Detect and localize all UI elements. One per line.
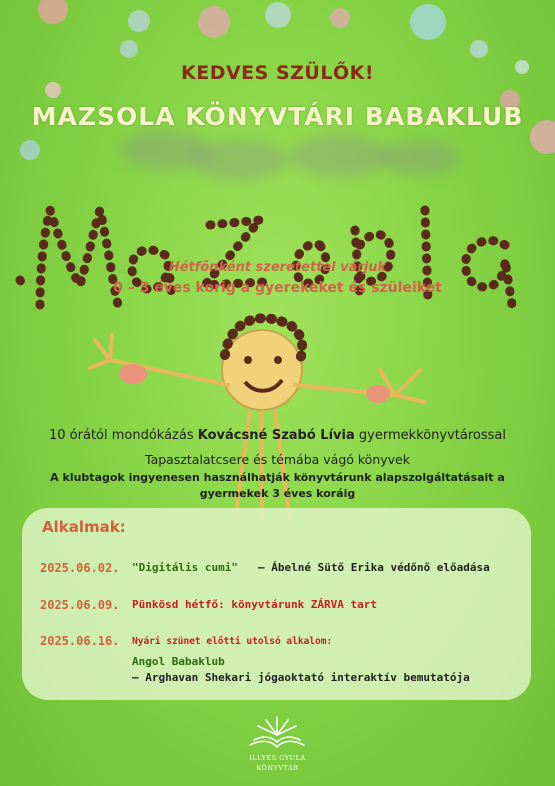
bubble <box>410 4 446 40</box>
events-title: Alkalmak: <box>42 518 126 536</box>
session-prefix: 10 órától mondókázás <box>49 428 194 443</box>
event-title: "Digitális cumi" <box>132 561 238 574</box>
librarian-name: Kovácsné Szabó Lívia <box>197 428 355 443</box>
library-name-line2: KÖNYVTÁR <box>256 764 299 772</box>
bubble <box>128 10 150 32</box>
info-line-age: gyermekek 3 éves koráig <box>199 487 356 500</box>
info-line-exchange: Tapasztalatcsere és témába vágó könyvek <box>145 452 410 467</box>
bubble <box>120 40 138 58</box>
library-logo-icon <box>242 713 312 753</box>
event-description: – Arghavan Shekari jógaoktató interaktív bemutatója <box>132 671 470 684</box>
bubble <box>45 82 61 98</box>
session-suffix: gyermekkönyvtárossal <box>358 428 506 443</box>
bubble <box>38 0 68 24</box>
info-line-session <box>0 428 555 443</box>
club-title: MAZSOLA KÖNYVTÁRI BABAKLUB <box>31 102 524 131</box>
greeting-heading: KEDVES SZÜLŐK! <box>181 62 374 84</box>
event-note: Nyári szünet előtti utolsó alkalom: <box>132 636 333 647</box>
bubble <box>470 40 488 58</box>
bubble <box>20 140 40 160</box>
bubble <box>198 6 230 38</box>
event-date: 2025.06.16. <box>40 634 120 648</box>
event-date: 2025.06.09. <box>40 598 120 612</box>
bubble <box>265 2 291 28</box>
tagline-line-2: 0 – 3 éves korig a gyerekeket és szüleiket <box>113 280 442 296</box>
event-description: – Ábelné Sütő Erika védőnő előadása <box>258 561 490 574</box>
library-name-line1: ILLYÉS GYULA <box>249 754 306 762</box>
cloud <box>190 140 290 180</box>
events-panel <box>22 508 531 700</box>
bubble <box>330 8 350 28</box>
cloud <box>380 140 460 176</box>
event-date: 2025.06.02. <box>40 561 120 575</box>
cloud <box>290 135 390 177</box>
event-closed-notice: Pünkösd hétfő: könyvtárunk ZÁRVA tart <box>132 598 378 611</box>
tagline-line-1: Hétfőnként szeretettel várjuk <box>168 260 387 275</box>
event-title: Angol Babaklub <box>132 655 225 668</box>
info-line-membership: A klubtagok ingyenesen használhatják könyvtárunk alapszolgáltatásait a <box>50 471 505 484</box>
